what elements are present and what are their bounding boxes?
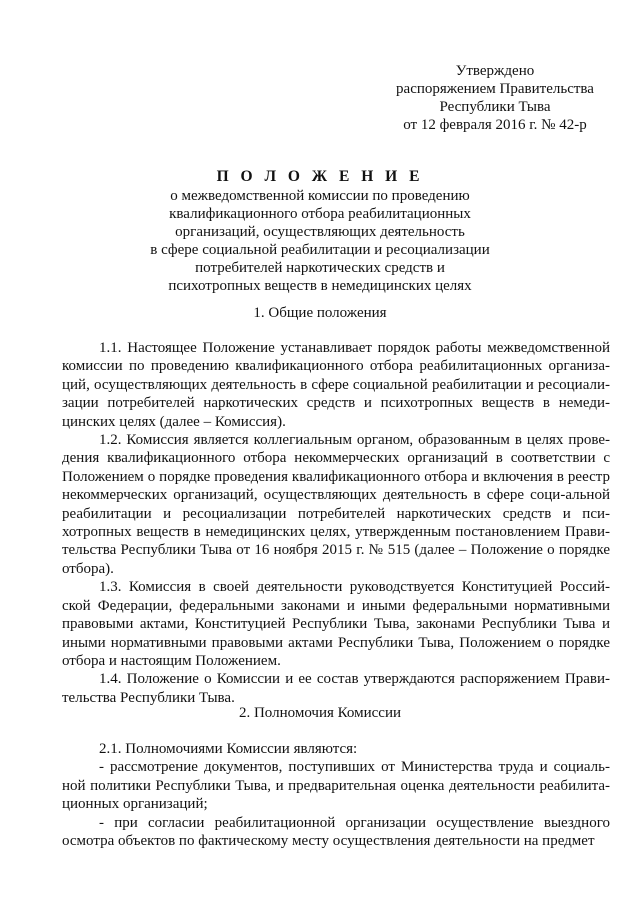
approval-line: Утверждено [455, 63, 535, 79]
title-block [60, 168, 580, 295]
section-body [62, 740, 610, 850]
section-heading: 2. Полномочия Комиссии [238, 705, 402, 721]
subtitle-line: потребителей наркотических средств и [195, 260, 445, 276]
paragraph: 1.1. Настоящее Положение устанавливает порядок работы межведомственной комиссии по проведению квалификационного отбора реабилитационных организа-ций, осуществляющих деятельность в сфере социальной реабилитации и ресоциали-зации потребителей наркотических средств и психотропных веществ в немеди-цинских целях (далее – Комиссия). [62, 340, 610, 430]
approval-stamp [380, 62, 610, 134]
paragraph: - рассмотрение документов, поступивших от Министерства труда и социаль-ной политики Республики Тыва, и предварительная оценка деятельности реабилита-ционных организаций; [62, 759, 610, 813]
section-body [62, 339, 610, 707]
paragraph: - при согласии реабилитационной организации осуществление выездного осмотра объектов по фактическому месту осуществления деятельности на предмет [62, 814, 610, 850]
paragraph: 1.3. Комиссия в своей деятельности руководствуется Конституцией Россий-ской Федерации, федеральными законами и иными федеральными нормативными правовыми актами, Конституцией Республики Тыва, законами Республики Тыва и иными нормативными правовыми актами Республики Тыва, Положением о порядке отбора и настоящим Положением. [62, 579, 610, 669]
document-title: П О Л О Ж Е Н И Е [216, 168, 424, 185]
subtitle-line: организаций, осуществляющих деятельность [175, 224, 465, 240]
subtitle-line: психотропных веществ в немедицинских целях [168, 278, 472, 294]
paragraph: 2.1. Полномочиями Комиссии являются: [99, 741, 358, 757]
approval-line: Республики Тыва [439, 99, 551, 115]
paragraph: 1.2. Комиссия является коллегиальным органом, образованным в целях прове-дения квалификационного отбора некоммерческих организаций в соответствии с Положением о порядке проведения квалификационного отбора и включения в реестр некоммерческих организаций, осуществляющих деятельность в сфере соци-альной реабилитации и ресоциализации потребителей наркотических средств и пси-хотропных веществ в немедицинских целях, утвержденным постановлением Прави-тельства Республики Тыва от 16 ноября 2015 г. № 515 (далее – Положение о порядке отбора). [62, 432, 610, 577]
subtitle-line: в сфере социальной реабилитации и ресоциализации [150, 242, 490, 258]
approval-line: от 12 февраля 2016 г. № 42-р [403, 117, 587, 133]
subtitle-line: о межведомственной комиссии по проведению [170, 188, 470, 204]
paragraph: 1.4. Положение о Комиссии и ее состав утверждаются распоряжением Прави-тельства Республики Тыва. [62, 671, 610, 706]
section-heading: 1. Общие положения [253, 305, 387, 321]
subtitle-line: квалификационного отбора реабилитационных [169, 206, 471, 222]
approval-line: распоряжением Правительства [396, 81, 594, 97]
